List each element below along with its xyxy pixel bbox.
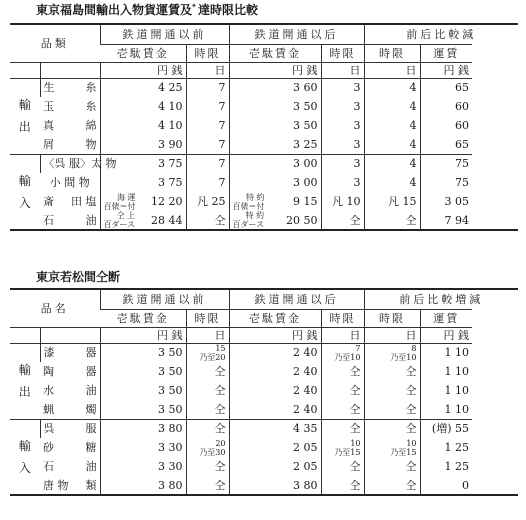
days-before: 凡 25 bbox=[186, 192, 229, 211]
table-row bbox=[10, 381, 518, 400]
subheader: 壱駄賃金 bbox=[100, 309, 186, 327]
price-before: 仝 上 百ダース 28 44 bbox=[100, 211, 186, 230]
days-before: 7 bbox=[186, 154, 229, 173]
item-name: 斎 田 塩 bbox=[43, 195, 97, 208]
unit-label: 円 銭 bbox=[420, 327, 472, 343]
table-row bbox=[10, 476, 518, 495]
item-name: 砂 糖 bbox=[43, 441, 97, 454]
col-after-header: 鉄道開通以后 bbox=[229, 24, 364, 44]
subheader: 運賃 bbox=[420, 309, 472, 327]
item-name: 蝋 燭 bbox=[43, 402, 97, 416]
days-after: 仝 bbox=[321, 476, 364, 495]
unit-label: 円 銭 bbox=[100, 327, 186, 343]
table-row bbox=[10, 97, 518, 116]
price-before: 3 50 bbox=[100, 343, 186, 362]
price-after: 2 05 bbox=[229, 438, 321, 457]
days-after: 仝 bbox=[321, 381, 364, 400]
item-name: 石 油 bbox=[43, 460, 97, 473]
subheader: 時限 bbox=[321, 309, 364, 327]
unit-label: 日 bbox=[364, 327, 420, 343]
section-label: 輸 入 bbox=[10, 419, 40, 495]
table-row bbox=[10, 211, 518, 230]
table-row bbox=[10, 362, 518, 381]
days-after: 3 bbox=[321, 154, 364, 173]
freight-table-fukushima bbox=[10, 23, 518, 231]
days-diff: 4 bbox=[364, 154, 420, 173]
item-name: 漆 器 bbox=[40, 343, 100, 362]
price-after: 2 40 bbox=[229, 343, 321, 362]
days-after: 10 乃至15 bbox=[321, 438, 364, 457]
table-row bbox=[10, 78, 518, 97]
unit-label: 日 bbox=[321, 327, 364, 343]
table-row bbox=[10, 135, 518, 154]
days-before: 仝 bbox=[186, 457, 229, 476]
freight-table-wakamatsu bbox=[10, 288, 518, 496]
price-diff: 65 bbox=[420, 135, 472, 154]
price-after: 4 35 bbox=[229, 419, 321, 438]
col-before-header: 鉄道開通以前 bbox=[100, 24, 229, 44]
price-diff: 60 bbox=[420, 116, 472, 135]
subheader: 壱駄賃金 bbox=[229, 309, 321, 327]
price-diff: 1 25 bbox=[420, 457, 472, 476]
col-item-header: 品類 bbox=[10, 24, 100, 62]
table-row bbox=[10, 457, 518, 476]
unit-label: 円 銭 bbox=[229, 327, 321, 343]
table2-title: 東京若松間仝断 bbox=[36, 270, 121, 284]
price-before: 3 30 bbox=[100, 438, 186, 457]
price-after: 3 00 bbox=[229, 154, 321, 173]
days-before: 20 乃至30 bbox=[186, 438, 229, 457]
days-after: 3 bbox=[321, 97, 364, 116]
price-before: 3 75 bbox=[100, 154, 186, 173]
days-after: 仝 bbox=[321, 362, 364, 381]
days-before: 仝 bbox=[186, 211, 229, 230]
days-before: 仝 bbox=[186, 362, 229, 381]
section-label: 輸 出 bbox=[10, 343, 40, 419]
days-after: 7 乃至10 bbox=[321, 343, 364, 362]
days-diff: 仝 bbox=[364, 400, 420, 419]
item-name: 陶 器 bbox=[43, 365, 97, 378]
table-row bbox=[10, 154, 518, 173]
days-diff: 仝 bbox=[364, 381, 420, 400]
days-after: 3 bbox=[321, 78, 364, 97]
unit-label: 日 bbox=[186, 62, 229, 78]
item-name: 生 糸 bbox=[40, 78, 100, 97]
unit-label: 日 bbox=[321, 62, 364, 78]
item-name: 屑 物 bbox=[43, 137, 97, 151]
col-item-header: 品名 bbox=[10, 289, 100, 327]
subheader: 運賃 bbox=[420, 44, 472, 62]
price-after: 3 80 bbox=[229, 476, 321, 495]
table-row bbox=[10, 116, 518, 135]
price-before: 3 80 bbox=[100, 419, 186, 438]
col-diff-header: 前后比較減 bbox=[364, 24, 518, 44]
section-label: 輸 入 bbox=[10, 154, 40, 230]
price-before: 3 75 bbox=[100, 173, 186, 192]
col-after-header: 鉄道開通以后 bbox=[229, 289, 364, 309]
price-diff: 75 bbox=[420, 173, 472, 192]
days-after: 仝 bbox=[321, 400, 364, 419]
subheader: 壱駄賃金 bbox=[229, 44, 321, 62]
unit-label: 円 銭 bbox=[420, 62, 472, 78]
price-before: 4 10 bbox=[100, 97, 186, 116]
price-after: 特 約 百ダース 20 50 bbox=[229, 211, 321, 230]
days-before: 15 乃至20 bbox=[186, 343, 229, 362]
item-name: 小 間 物 bbox=[49, 176, 90, 189]
price-before: 海 運 百俵＝付 12 20 bbox=[100, 192, 186, 211]
days-before: 仝 bbox=[186, 419, 229, 438]
days-diff: 4 bbox=[364, 78, 420, 97]
price-after: 2 40 bbox=[229, 362, 321, 381]
days-diff: 仝 bbox=[364, 362, 420, 381]
price-before: 4 25 bbox=[100, 78, 186, 97]
days-diff: 仝 bbox=[364, 476, 420, 495]
table-row bbox=[10, 343, 518, 362]
days-after: 3 bbox=[321, 135, 364, 154]
unit-label: 円 銭 bbox=[229, 62, 321, 78]
table-row bbox=[10, 173, 518, 192]
price-after: 3 25 bbox=[229, 135, 321, 154]
item-name: 〈呉 服〉 太 物 bbox=[40, 154, 100, 173]
price-diff: 65 bbox=[420, 78, 472, 97]
days-before: 仝 bbox=[186, 400, 229, 419]
days-diff: 8 乃至10 bbox=[364, 343, 420, 362]
price-after: 特 約 百俵＝付 9 15 bbox=[229, 192, 321, 211]
days-diff: 凡 15 bbox=[364, 192, 420, 211]
days-diff: 仝 bbox=[364, 457, 420, 476]
price-after: 3 00 bbox=[229, 173, 321, 192]
price-before: 3 80 bbox=[100, 476, 186, 495]
price-diff: 1 25 bbox=[420, 438, 472, 457]
price-diff: 1 10 bbox=[420, 362, 472, 381]
item-name: 水 油 bbox=[43, 384, 97, 397]
days-diff: 仝 bbox=[364, 419, 420, 438]
days-before: 7 bbox=[186, 135, 229, 154]
item-name: 真 綿 bbox=[43, 119, 97, 132]
days-before: 仝 bbox=[186, 381, 229, 400]
col-before-header: 鉄道開通以前 bbox=[100, 289, 229, 309]
col-diff-header: 前后比較増減 bbox=[364, 289, 518, 309]
days-after: 3 bbox=[321, 116, 364, 135]
price-before: 3 30 bbox=[100, 457, 186, 476]
price-before: 3 90 bbox=[100, 135, 186, 154]
unit-label: 日 bbox=[186, 327, 229, 343]
price-before: 4 10 bbox=[100, 116, 186, 135]
table-row bbox=[10, 400, 518, 419]
days-before: 7 bbox=[186, 97, 229, 116]
table1-title: 東京福島間輸出入物貨運賃及ﾞ達時限比較 bbox=[36, 3, 259, 17]
price-diff: 7 94 bbox=[420, 211, 472, 230]
subheader: 壱駄賃金 bbox=[100, 44, 186, 62]
price-diff: 60 bbox=[420, 97, 472, 116]
table-row bbox=[10, 438, 518, 457]
days-diff: 4 bbox=[364, 173, 420, 192]
price-after: 2 40 bbox=[229, 400, 321, 419]
unit-label: 円 銭 bbox=[100, 62, 186, 78]
days-after: 仝 bbox=[321, 457, 364, 476]
subheader: 時限 bbox=[186, 44, 229, 62]
price-diff: 1 10 bbox=[420, 400, 472, 419]
days-after: 3 bbox=[321, 173, 364, 192]
table-row bbox=[10, 419, 518, 438]
subheader: 時限 bbox=[364, 309, 420, 327]
price-before: 3 50 bbox=[100, 362, 186, 381]
item-name: 玉 糸 bbox=[43, 100, 97, 113]
days-before: 7 bbox=[186, 78, 229, 97]
price-after: 3 60 bbox=[229, 78, 321, 97]
price-after: 3 50 bbox=[229, 116, 321, 135]
days-diff: 仝 bbox=[364, 211, 420, 230]
item-name: 石 油 bbox=[40, 211, 100, 230]
days-before: 7 bbox=[186, 116, 229, 135]
days-diff: 10 乃至15 bbox=[364, 438, 420, 457]
price-diff: 1 10 bbox=[420, 343, 472, 362]
subheader: 時限 bbox=[321, 44, 364, 62]
days-diff: 4 bbox=[364, 116, 420, 135]
days-after: 凡 10 bbox=[321, 192, 364, 211]
price-diff: 3 05 bbox=[420, 192, 472, 211]
price-after: 3 50 bbox=[229, 97, 321, 116]
days-diff: 4 bbox=[364, 97, 420, 116]
days-before: 7 bbox=[186, 173, 229, 192]
price-diff: 1 10 bbox=[420, 381, 472, 400]
price-after: 2 05 bbox=[229, 457, 321, 476]
subheader: 時限 bbox=[364, 44, 420, 62]
section-label: 輸 出 bbox=[10, 78, 40, 154]
days-after: 仝 bbox=[321, 211, 364, 230]
price-diff: 75 bbox=[420, 154, 472, 173]
days-after: 仝 bbox=[321, 419, 364, 438]
table-row bbox=[10, 192, 518, 211]
unit-label: 日 bbox=[364, 62, 420, 78]
days-diff: 4 bbox=[364, 135, 420, 154]
price-before: 3 50 bbox=[100, 400, 186, 419]
subheader: 時限 bbox=[186, 309, 229, 327]
price-diff: (増) 55 bbox=[420, 419, 472, 438]
days-before: 仝 bbox=[186, 476, 229, 495]
price-before: 3 50 bbox=[100, 381, 186, 400]
price-diff: 0 bbox=[420, 476, 472, 495]
price-after: 2 40 bbox=[229, 381, 321, 400]
item-name: 呉 服 bbox=[40, 419, 100, 438]
item-name: 唐 物 類 bbox=[40, 476, 100, 495]
